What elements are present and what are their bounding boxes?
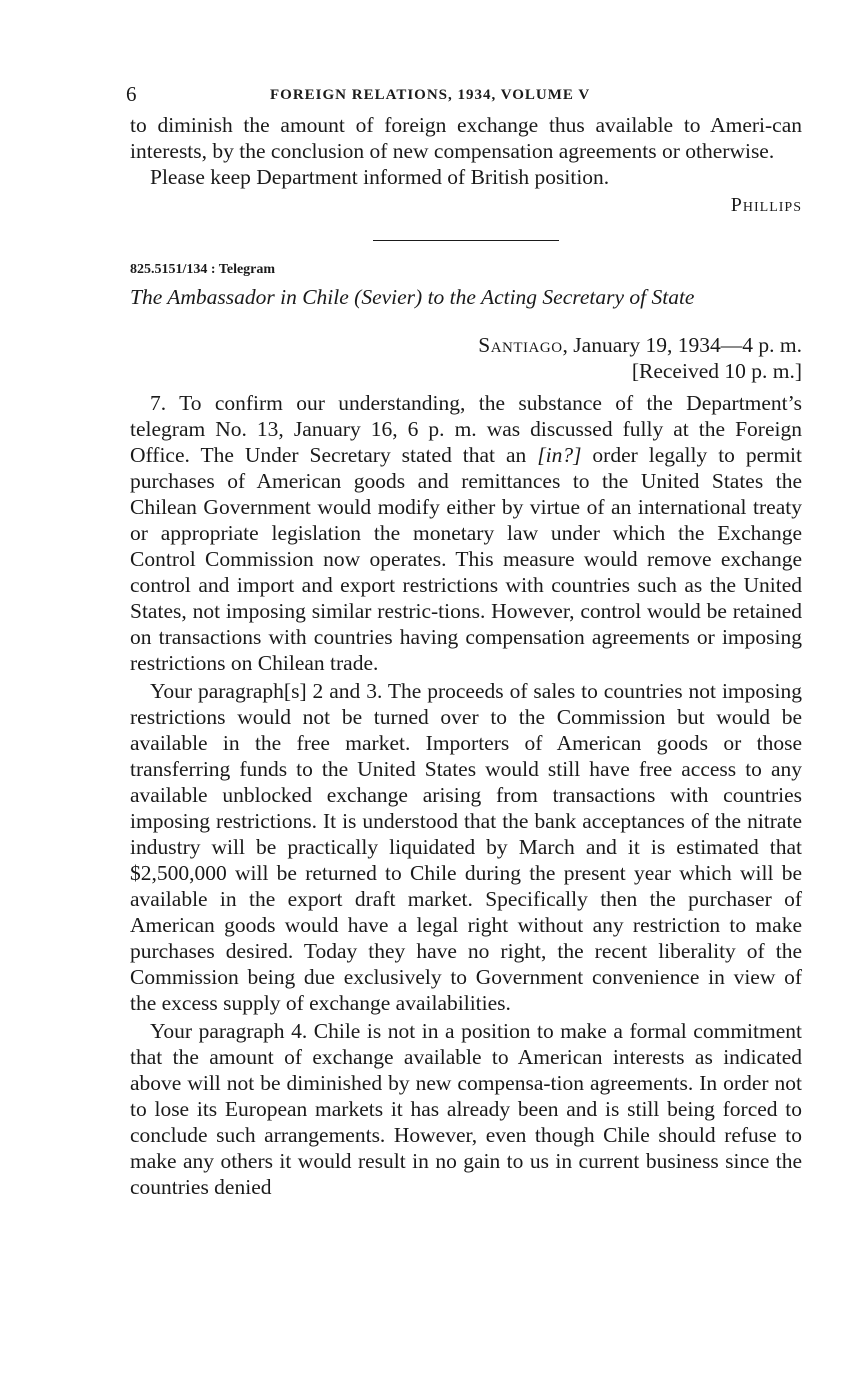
- page-number: 6: [126, 82, 137, 106]
- dateline-place: Santiago: [478, 333, 563, 357]
- received-line: [Received 10 p. m.]: [631, 359, 802, 383]
- document-title: The Ambassador in Chile (Sevier) to the Acting Secretary of State: [130, 285, 695, 309]
- file-reference: 825.5151/134 : Telegram: [130, 262, 276, 277]
- paragraph-7-text-a: 7. To confirm our understanding, the substance of the Department’s telegram No. 13, January 16, 6 p. m. was discussed fully at the Foreign Office. The Under Secretary stated that an: [130, 391, 802, 467]
- paragraph-7-text-b: order legally to permit purchases of American goods and remittances to the United States the Chilean Government would modify either by virtue of an international treaty or appropriate legislation the monetary law under which the Exchange Control Commission now operates. This measure would remove exchange control and import and export restrictions with countries such as the United States, not imposing similar restric-tions. However, control would be retained on transactions with countries having compensation agreements or imposing restrictions on Chilean trade.: [130, 443, 803, 675]
- paragraph-7-italic: [in?]: [537, 443, 582, 467]
- signature: Phillips: [730, 194, 802, 216]
- paragraph-4: Your paragraph 4. Chile is not in a position to make a formal commitment that the amount of exchange available to American interests as indicated above will not be diminished by new compensa-tion agreements. In order not to lose its European markets it has already been and is still being forced to conclude such arrangements. However, even though Chile should refuse to make any others it would result in no gain to us in current business since the countries denied: [130, 1019, 802, 1199]
- document-page: [126, 78, 803, 1200]
- dateline-date: , January 19, 1934—4 p. m.: [562, 333, 802, 357]
- continuation-paragraph: to diminish the amount of foreign exchange thus available to Ameri-can interests, by the conclusion of new compensation agreements or otherwise.: [130, 113, 802, 163]
- paragraph-7: [130, 390, 802, 676]
- running-head: [126, 78, 802, 112]
- closing-paragraph: Please keep Department informed of British position.: [150, 165, 610, 189]
- running-title: FOREIGN RELATIONS, 1934, VOLUME V: [270, 87, 591, 103]
- section-divider: [373, 240, 559, 241]
- dateline: [130, 332, 802, 358]
- paragraph-2-and-3: Your paragraph[s] 2 and 3. The proceeds of sales to countries not imposing restrictions would not be turned over to the Commission but would be available in the free market. Importers of American goods or those transferring funds to the United States would still have free access to any available unblocked exchange arising from transactions with countries imposing restrictions. It is understood that the bank acceptances of the nitrate industry will be practically liquidated by March and it is estimated that $2,500,000 will be returned to Chile during the present year which will be available in the export draft market. Specifically then the purchaser of American goods would have a legal right without any restriction to make purchases desired. Today they have no right, the recent liberality of the Commission being due exclusively to Government convenience in view of the excess supply of exchange availabilities.: [130, 679, 802, 1015]
